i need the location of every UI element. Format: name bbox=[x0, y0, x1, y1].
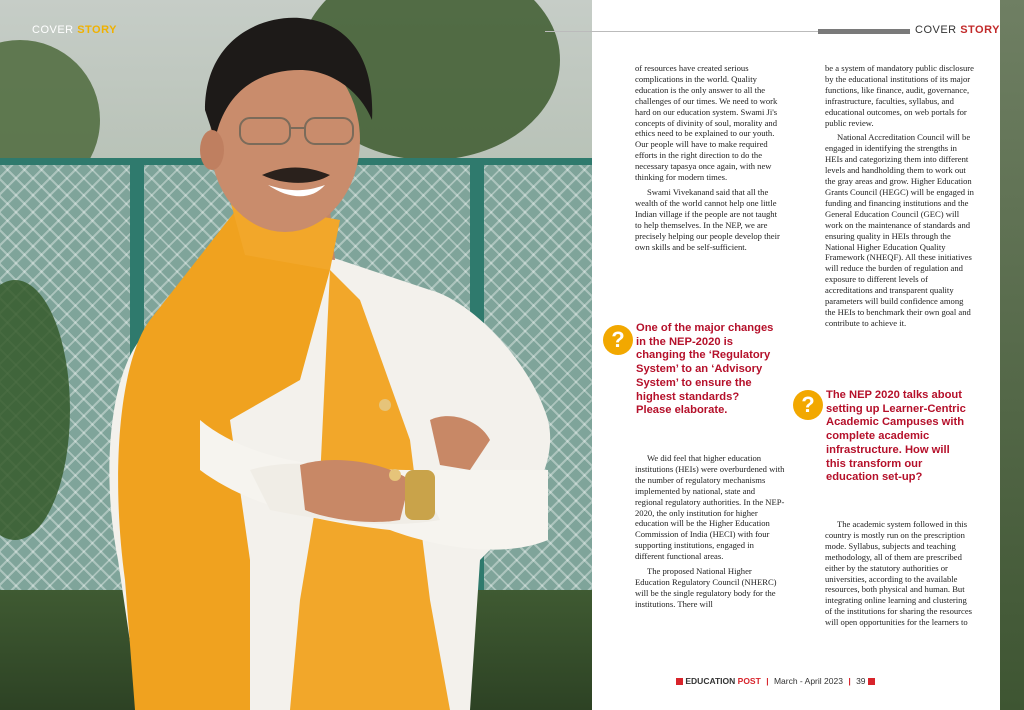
page-number: 39 bbox=[856, 676, 866, 686]
question-heading-1: One of the major changes in the NEP-2020 is changing the ‘Regulatory System’ to an ‘Advisory System’ to ensure the highest standards? Please elaborate. bbox=[636, 322, 774, 417]
article-column-2 bbox=[825, 63, 975, 329]
paragraph: National Accreditation Council will be engaged in identifying the strengths in HEIs and categorizing them into different levels and handholding them to work out the gray areas and grow. Higher Education Grants Council (HEGC) will be engaged in funding and financing institutions and the General Education Council (GEC) will work on the maintenance of standards and ensuring quality in HEIs through the National Higher Education Quality Framework (NHEQF). All these initiatives will reduce the burden of regulation and exposure to different levels of accreditations and transparent quality parameters will build confidence among the HEIs to benchmark their own goal and contribute to achieve it. bbox=[825, 132, 974, 328]
section-label-left: COVER STORY bbox=[32, 24, 117, 36]
question-mark-icon: ? bbox=[793, 390, 823, 420]
paragraph: The proposed National Higher Education Regulatory Council (NHERC) will be the single regulatory body for the institutions. There will bbox=[635, 566, 777, 609]
question-mark-icon: ? bbox=[603, 325, 633, 355]
issue-date: March - April 2023 bbox=[773, 676, 843, 686]
paragraph: of resources have created serious complications in the world. Quality education is the only answer to all the challenges of our times. We need to work hard on our education system. Swami Ji's concepts of divinity of soul, morality and ethics need to be explained to our youth. Our people will have to make required efforts in the right direction to do the necessary tapasya once again, with new thinking for modern times. bbox=[635, 63, 778, 183]
article-column-1 bbox=[635, 63, 785, 252]
article-column-2-answer bbox=[825, 515, 975, 628]
magazine-brand: EDUCATION POST bbox=[685, 676, 761, 686]
red-square-icon bbox=[676, 678, 683, 685]
paragraph: We did feel that higher education institutions (HEIs) were overburdened with the number of regulatory mechanisms implemented by national, state and regional regulatory authorities. In the NEP-2020, the only institution for higher education will be the Higher Education Commission of India (HECI) with four supporting institutions, engaged in different functional areas. bbox=[635, 453, 785, 562]
header-rule-accent bbox=[818, 29, 910, 34]
question-heading-2: The NEP 2020 talks about setting up Learner-Centric Academic Campuses with complete academic infrastructure. How will this transform our education set-up? bbox=[826, 389, 966, 484]
paragraph: Swami Vivekanand said that all the wealth of the world cannot help one little Indian village if the people are not taught to help themselves. In the NEP, we are precisely helping our people develop their own skills and be self-sufficient. bbox=[635, 186, 780, 252]
red-square-icon bbox=[868, 678, 875, 685]
page-footer: EDUCATION POST | March - April 2023 | 39 bbox=[676, 676, 875, 686]
paragraph: The academic system followed in this country is mostly run on the prescription mode. Syllabus, subjects and teaching methodology, all of them are prescribed either by the statutory authorities or universities, according to the available resources, both physical and human. But integrating online learning and clustering of the institutions for sharing the resources will open opportunities for the learners to bbox=[825, 519, 973, 628]
next-page-edge bbox=[1000, 0, 1024, 710]
section-label-right: COVER STORY bbox=[915, 24, 1000, 36]
paragraph: be a system of mandatory public disclosure by the educational institutions of its major functions, like finance, audit, governance, infrastructure, faculties, syllabus, and educational outcomes, on web portals for public review. bbox=[825, 63, 974, 128]
article-column-1-answer bbox=[635, 449, 785, 610]
